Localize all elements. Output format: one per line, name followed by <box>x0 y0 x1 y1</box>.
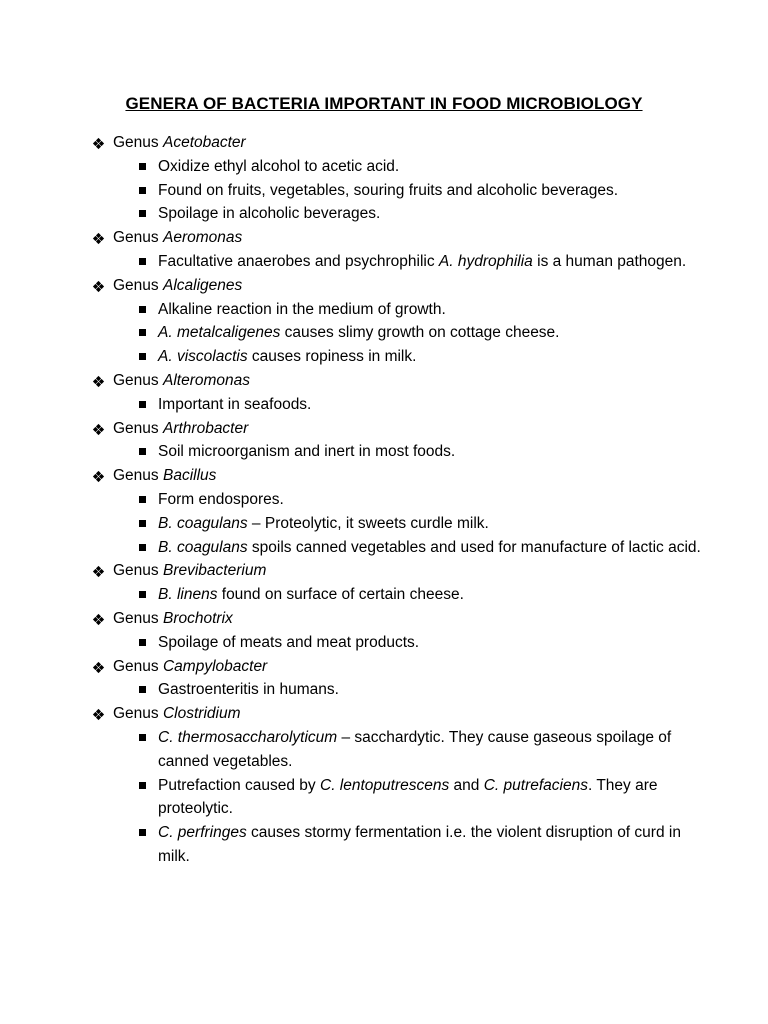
point-text: – sacchardytic. They cause gaseous spoilage of canned vegetables. <box>158 728 672 770</box>
genus-point <box>113 250 711 274</box>
diamond-bullet-icon <box>91 369 107 393</box>
diamond-bullet-icon <box>91 417 107 441</box>
species-name: B. linens <box>158 586 218 604</box>
genus-point <box>113 155 711 179</box>
point-text: . They are proteolytic. <box>158 776 658 818</box>
genus-point <box>113 345 711 369</box>
genus-entry <box>91 417 711 465</box>
point-text: causes ropiness in milk. <box>247 348 417 366</box>
genus-name: Bacillus <box>162 467 217 485</box>
square-bullet-icon <box>139 401 146 408</box>
genus-prefix: Genus <box>113 562 159 580</box>
point-text: Oxidize ethyl alcohol to acetic acid. <box>158 157 400 175</box>
genus-prefix: Genus <box>113 705 159 723</box>
point-text: Gastroenteritis in humans. <box>158 681 339 699</box>
genus-heading <box>113 559 711 583</box>
square-bullet-icon <box>139 258 146 265</box>
genus-heading <box>113 226 711 250</box>
genus-point <box>113 298 711 322</box>
point-text: – Proteolytic, it sweets curdle milk. <box>247 514 489 532</box>
genus-point <box>113 202 711 226</box>
square-bullet-icon <box>139 520 146 527</box>
point-text: Spoilage of meats and meat products. <box>158 633 420 651</box>
genus-prefix: Genus <box>113 276 159 294</box>
diamond-bullet-icon <box>91 559 107 583</box>
point-text: causes slimy growth on cottage cheese. <box>280 324 560 342</box>
square-bullet-icon <box>139 496 146 503</box>
genus-entry <box>91 226 711 274</box>
genus-point <box>113 179 711 203</box>
point-text: Facultative anaerobes and psychrophilic <box>158 252 439 270</box>
genus-entry <box>91 274 711 369</box>
point-text: Spoilage in alcoholic beverages. <box>158 205 381 223</box>
square-bullet-icon <box>139 782 146 789</box>
genus-name: Clostridium <box>162 705 241 723</box>
genus-prefix: Genus <box>113 229 159 247</box>
genus-entry <box>91 559 711 607</box>
diamond-bullet-icon <box>91 274 107 298</box>
point-text: spoils canned vegetables and used for manufacture of lactic acid. <box>247 538 701 556</box>
genus-entry <box>91 607 711 655</box>
genus-point <box>113 821 711 869</box>
square-bullet-icon <box>139 686 146 693</box>
genus-point <box>113 774 711 822</box>
genus-point <box>113 536 711 560</box>
genus-name: Alcaligenes <box>162 276 243 294</box>
diamond-bullet-icon <box>91 607 107 631</box>
genus-point <box>113 678 711 702</box>
diamond-bullet-icon <box>91 655 107 679</box>
square-bullet-icon <box>139 639 146 646</box>
genus-heading <box>113 417 711 441</box>
diamond-bullet-icon <box>91 131 107 155</box>
point-text: Soil microorganism and inert in most foods. <box>158 443 456 461</box>
diamond-bullet-icon <box>91 702 107 726</box>
genus-point <box>113 726 711 774</box>
square-bullet-icon <box>139 210 146 217</box>
species-name: A. metalcaligenes <box>158 324 281 342</box>
species-name: A. viscolactis <box>158 348 248 366</box>
genus-point <box>113 440 711 464</box>
square-bullet-icon <box>139 544 146 551</box>
genus-entry <box>91 369 711 417</box>
genus-prefix: Genus <box>113 609 159 627</box>
genera-list <box>91 131 711 869</box>
square-bullet-icon <box>139 448 146 455</box>
genus-entry <box>91 131 711 226</box>
genus-entry <box>91 702 711 869</box>
diamond-bullet-icon <box>91 226 107 250</box>
genus-entry <box>91 464 711 559</box>
species-name: C. perfringes <box>158 824 247 842</box>
square-bullet-icon <box>139 734 146 741</box>
species-name: A. hydrophilia <box>438 252 533 270</box>
genus-point <box>113 512 711 536</box>
genus-prefix: Genus <box>113 371 159 389</box>
genus-point <box>113 583 711 607</box>
species-name: C. thermosaccharolyticum <box>158 728 338 746</box>
square-bullet-icon <box>139 353 146 360</box>
square-bullet-icon <box>139 329 146 336</box>
square-bullet-icon <box>139 306 146 313</box>
genus-heading <box>113 655 711 679</box>
point-text: Form endospores. <box>158 490 284 508</box>
genus-heading <box>113 369 711 393</box>
species-name: B. coagulans <box>158 538 248 556</box>
genus-name: Aeromonas <box>162 229 243 247</box>
point-text: Found on fruits, vegetables, souring fruits and alcoholic beverages. <box>158 181 619 199</box>
genus-prefix: Genus <box>113 467 159 485</box>
point-text: Alkaline reaction in the medium of growth. <box>158 300 446 318</box>
genus-heading <box>113 702 711 726</box>
genus-name: Campylobacter <box>162 657 268 675</box>
diamond-bullet-icon <box>91 464 107 488</box>
point-text: Putrefaction caused by <box>158 776 320 794</box>
point-text: found on surface of certain cheese. <box>217 586 464 604</box>
genus-point <box>113 488 711 512</box>
genus-name: Brevibacterium <box>162 562 267 580</box>
point-text: is a human pathogen. <box>532 252 687 270</box>
genus-prefix: Genus <box>113 419 159 437</box>
point-text: causes stormy fermentation i.e. the violent disruption of curd in milk. <box>158 824 681 865</box>
genus-point <box>113 321 711 345</box>
genus-point <box>113 393 711 417</box>
species-name: B. coagulans <box>158 514 248 532</box>
genus-name: Brochotrix <box>162 609 233 627</box>
square-bullet-icon <box>139 163 146 170</box>
square-bullet-icon <box>139 591 146 598</box>
genus-prefix: Genus <box>113 134 159 151</box>
square-bullet-icon <box>139 187 146 194</box>
genus-entry <box>91 655 711 703</box>
genus-heading <box>113 131 711 155</box>
genus-heading <box>113 464 711 488</box>
genus-heading <box>113 274 711 298</box>
point-text: Important in seafoods. <box>158 395 312 413</box>
genus-name: Arthrobacter <box>162 419 249 437</box>
square-bullet-icon <box>139 829 146 836</box>
genus-point <box>113 631 711 655</box>
species-name: C. putrefaciens <box>483 776 588 794</box>
genus-heading <box>113 607 711 631</box>
species-name: C. lentoputrescens <box>320 776 450 794</box>
point-text: and <box>449 776 484 794</box>
document-title: GENERA OF BACTERIA IMPORTANT IN FOOD MICROBIOLOGY <box>125 94 643 113</box>
genus-name: Acetobacter <box>162 134 246 151</box>
genus-prefix: Genus <box>113 657 159 675</box>
genus-name: Alteromonas <box>162 371 250 389</box>
